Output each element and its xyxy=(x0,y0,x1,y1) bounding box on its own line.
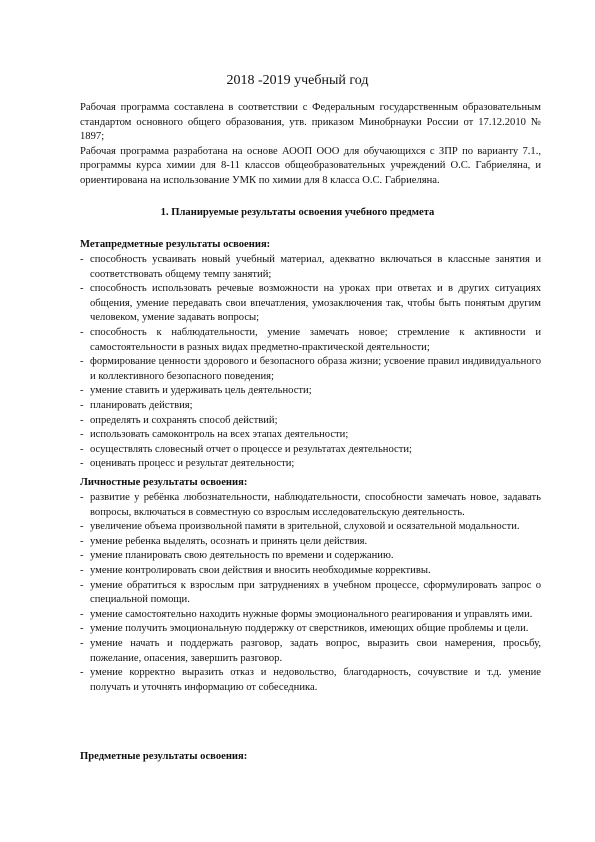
list-item-text: определять и сохранять способ действий; xyxy=(90,414,278,426)
list-marker: - xyxy=(80,356,84,368)
list-item xyxy=(80,443,541,458)
list-marker: - xyxy=(80,443,84,455)
list-item-text: развитие у ребёнка любознательности, наблюдательности, способности замечать новое, задавать вопросы, включаться в совместную со взрослым исследовательскую деятельность. xyxy=(90,492,541,518)
list-item-text: умение ставить и удерживать цель деятельности; xyxy=(90,385,312,397)
list-marker: - xyxy=(80,283,84,295)
list-item xyxy=(80,622,541,637)
intro-block xyxy=(80,101,541,189)
list-item-text: способность к наблюдательности, умение замечать новое; стремление к активности и самостоятельности в разных видах предметно-практической деятельности; xyxy=(90,326,541,353)
list-item-text: умение ребенка выделять, осознать и принять цели действия. xyxy=(90,535,368,547)
list-marker: - xyxy=(80,492,84,503)
list-item-text: умение контролировать свои действия и вносить необходимые коррективы. xyxy=(90,564,431,576)
list-marker: - xyxy=(80,429,84,441)
list-item xyxy=(80,457,541,472)
list-marker: - xyxy=(80,458,84,470)
list-marker: - xyxy=(80,608,84,620)
list-item-text: планировать действия; xyxy=(90,399,193,411)
personal-results-heading: Личностные результаты освоения: xyxy=(80,477,248,488)
list-item-text: использовать самоконтроль на всех этапах деятельности; xyxy=(90,429,349,441)
list-item xyxy=(80,579,541,608)
list-marker: - xyxy=(80,254,84,265)
document-title: 2018 -2019 учебный год xyxy=(226,73,369,88)
list-item-text: способность усваивать новый учебный материал, адекватно включаться в классные занятия и соответствовать общему темпу занятий; xyxy=(90,254,541,280)
list-item xyxy=(80,666,541,695)
list-item xyxy=(80,491,541,520)
list-item xyxy=(80,608,541,623)
list-marker: - xyxy=(80,385,84,397)
list-item xyxy=(80,564,541,579)
list-item xyxy=(80,282,541,326)
list-item xyxy=(80,535,541,550)
personal-results-list xyxy=(80,491,541,695)
list-item-text: осуществлять словесный отчет о процессе и результатах деятельности; xyxy=(90,443,412,455)
list-item-text: увеличение объема произвольной памяти в зрительной, слуховой и осязательной модальности. xyxy=(90,521,520,533)
list-marker: - xyxy=(80,535,84,547)
list-marker: - xyxy=(80,326,84,338)
list-item-text: оценивать процесс и результат деятельности; xyxy=(90,458,295,470)
list-marker: - xyxy=(80,623,84,635)
list-marker: - xyxy=(80,414,84,426)
list-item xyxy=(80,637,541,666)
list-marker: - xyxy=(80,667,84,679)
list-marker: - xyxy=(80,564,84,576)
list-item-text: умение планировать свою деятельность по времени и содержанию. xyxy=(90,550,394,562)
list-marker: - xyxy=(80,550,84,562)
list-item xyxy=(80,326,541,355)
list-item-text: умение получить эмоциональную поддержку от сверстников, имеющих общие проблемы и цели. xyxy=(90,623,529,635)
list-item xyxy=(80,520,541,535)
list-item-text: умение начать и поддержать разговор, задать вопрос, выразить свои намерения, просьбу, пожелание, опасения, завершить разговор. xyxy=(90,637,541,664)
list-marker: - xyxy=(80,637,84,649)
list-item-text: умение корректно выразить отказ и недовольство, благодарность, сочувствие и т.д. умение получать и уточнять информацию от собеседника. xyxy=(90,667,541,693)
meta-results-list xyxy=(80,253,541,472)
subject-results-heading: Предметные результаты освоения: xyxy=(80,751,248,762)
list-marker: - xyxy=(80,579,84,591)
list-item xyxy=(80,355,541,384)
list-item-text: формирование ценности здорового и безопасного образа жизни; усвоение правил индивидуального и коллективного безопасного поведения; xyxy=(90,356,541,382)
list-item-text: способность использовать речевые возможности на уроках при ответах и в других ситуациях общения, умение передавать свои впечатления, умозаключения так, чтобы быть понятым другим человеком, умение задавать вопросы; xyxy=(90,283,541,324)
meta-results-heading: Метапредметные результаты освоения: xyxy=(80,239,271,250)
list-item xyxy=(80,414,541,429)
list-item-text: умение самостоятельно находить нужные формы эмоционального реагирования и управлять ими. xyxy=(90,608,533,620)
list-item xyxy=(80,549,541,564)
section-heading: 1. Планируемые результаты освоения учебного предмета xyxy=(160,207,435,218)
intro-paragraph-2: Рабочая программа разработана на основе АООП ООО для обучающихся с ЗПР по варианту 7.1., программы курса химии для 8-11 классов общеобразовательных учреждений О.С. Габриеляна, и ориентирована на использование УМК по химии для 8 класса О.С. Габриеляна. xyxy=(80,145,541,186)
list-marker: - xyxy=(80,399,84,411)
list-item xyxy=(80,428,541,443)
list-marker: - xyxy=(80,521,84,533)
list-item xyxy=(80,253,541,282)
list-item-text: умение обратиться к взрослым при затруднениях в учебном процессе, сформулировать запрос о специальной помощи. xyxy=(90,579,541,606)
list-item xyxy=(80,384,541,399)
intro-paragraph-1: Рабочая программа составлена в соответствии с Федеральным государственным образовательным стандартом основного общего образования, утв. приказом Минобрнауки России от 17.12.2010 № 1897; xyxy=(80,102,541,143)
list-item xyxy=(80,399,541,414)
